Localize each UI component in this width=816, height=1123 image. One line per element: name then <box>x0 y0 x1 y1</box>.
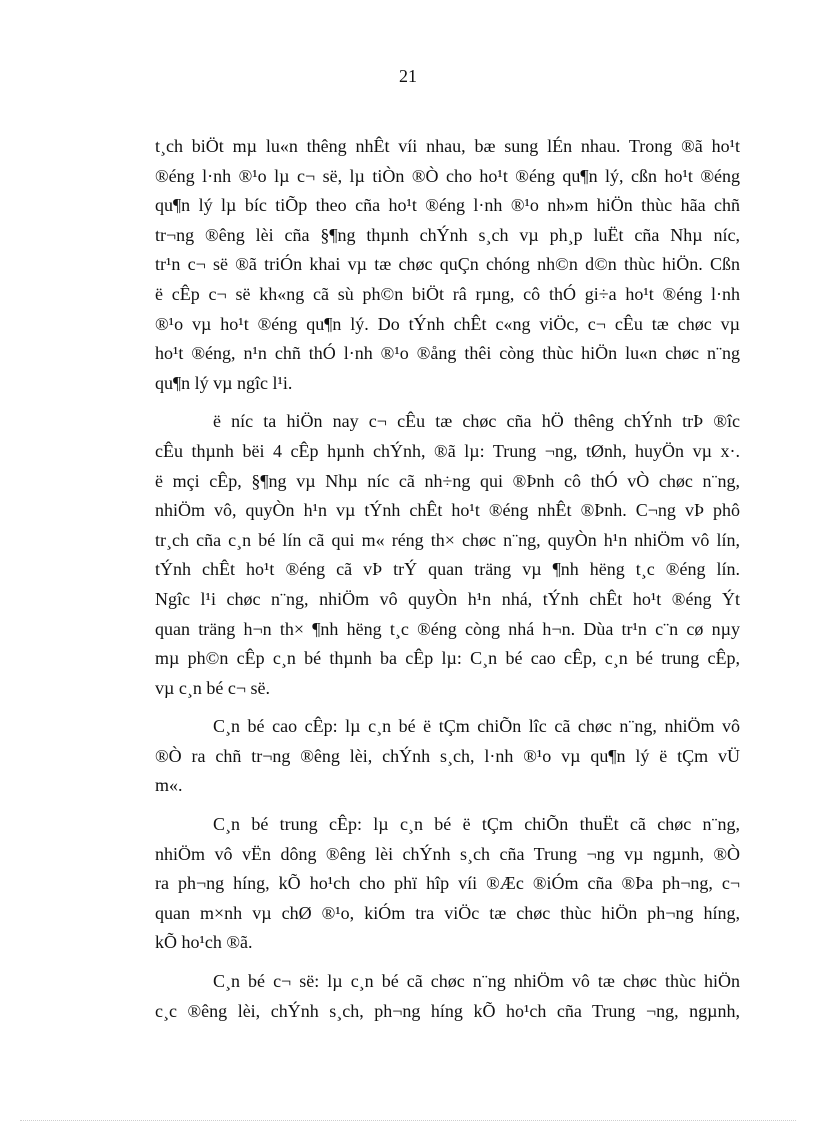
document-body <box>155 132 740 1035</box>
paragraph <box>155 810 740 958</box>
paragraph-line: c¸c ®êng lèi, chÝnh s¸ch, ph¬ng híng kÕ ho¹ch cña Trung ¬ng, ngµnh, <box>155 1000 740 1021</box>
paragraph-line: C¸n bé c¬ së: lµ c¸n bé cã chøc n¨ng nhiÖm vô tæ chøc thùc hiÖn <box>213 971 740 992</box>
paragraph-line: ®Ò ra chñ tr¬ng ®êng lèi, chÝnh s¸ch, l·nh ®¹o vµ qu¶n lý ë tÇm vÜ <box>155 745 740 766</box>
paragraph-line: cÊu thµnh bëi 4 cÊp hµnh chÝnh, ®ã lµ: Trung ¬ng, tØnh, huyÖn vµ x·. <box>155 440 740 461</box>
paragraph-line: qu¶n lý lµ bíc tiÕp theo cña ho¹t ®éng l·nh ®¹o nh»m hiÖn thùc hãa chñ <box>155 195 740 216</box>
paragraph-line: t¸ch biÖt mµ lu«n thêng nhÊt víi nhau, bæ sung lÉn nhau. Trong ®ã ho¹t <box>155 136 740 156</box>
paragraph <box>155 407 740 703</box>
paragraph-line: nhiÖm vô vËn dông ®êng lèi chÝnh s¸ch cña Trung ¬ng vµ ngµnh, ®Ò <box>155 843 740 864</box>
page-bottom-rule <box>20 1120 796 1121</box>
paragraph-line: mµ ph©n cÊp c¸n bé thµnh ba cÊp lµ: C¸n bé cao cÊp, c¸n bé trung cÊp, <box>155 648 740 669</box>
paragraph-line: tr¸ch cña c¸n bé lín cã qui m« réng th× chøc n¨ng, quyÒn h¹n nhiÖm vô lín, <box>155 529 740 550</box>
paragraph-line: ë níc ta hiÖn nay c¬ cÊu tæ chøc cña hÖ thêng chÝnh trÞ ®îc <box>213 411 740 432</box>
paragraph-line: kÕ ho¹ch ®ã. <box>155 932 253 953</box>
paragraph-line: ®¹o vµ ho¹t ®éng qu¶n lý. Do tÝnh chÊt c«ng viÖc, c¬ cÊu tæ chøc vµ <box>155 313 740 334</box>
paragraph-line: quan m×nh vµ chØ ®¹o, kiÓm tra viÖc tæ chøc thùc hiÖn ph¬ng híng, <box>155 902 740 923</box>
paragraph-line: vµ c¸n bé c¬ së. <box>155 677 270 698</box>
paragraph <box>155 967 740 1026</box>
paragraph-line: ra ph¬ng híng, kÕ ho¹ch cho phï hîp víi ®Æc ®iÓm cña ®Þa ph¬ng, c¬ <box>155 873 740 894</box>
paragraph-line: tÝnh chÊt ho¹t ®éng cã vÞ trÝ quan träng vµ ¶nh hëng t¸c ®éng lín. <box>155 559 740 580</box>
paragraph-line: tr¹n c¬ së ®ã triÓn khai vµ tæ chøc quÇn chóng nh©n d©n thùc hiÖn. Cßn <box>155 254 740 275</box>
paragraph-line: ë mçi cÊp, §¶ng vµ Nhµ níc cã nh÷ng qui ®Þnh cô thÓ vÒ chøc n¨ng, <box>155 470 740 491</box>
paragraph-line: quan träng h¬n th× ¶nh hëng t¸c ®éng còng nhá h¬n. Dùa tr¹n c¨n cø nµy <box>155 618 740 639</box>
paragraph-line: C¸n bé trung cÊp: lµ c¸n bé ë tÇm chiÕn thuËt cã chøc n¨ng, <box>213 814 740 835</box>
paragraph-line: C¸n bé cao cÊp: lµ c¸n bé ë tÇm chiÕn lîc cã chøc n¨ng, nhiÖm vô <box>213 716 740 737</box>
paragraph-line: tr¬ng ®êng lèi cña §¶ng thµnh chÝnh s¸ch vµ ph¸p luËt cña Nhµ níc, <box>155 224 740 245</box>
paragraph-line: Ngîc l¹i chøc n¨ng, nhiÖm vô quyÒn h¹n nhá, tÝnh chÊt ho¹t ®éng Ýt <box>155 588 740 609</box>
paragraph <box>155 712 740 801</box>
paragraph-line: ho¹t ®éng, n¹n chñ thÓ l·nh ®¹o ®ång thêi còng thùc hiÖn lu«n chøc n¨ng <box>155 343 740 364</box>
paragraph <box>155 132 740 398</box>
paragraph-line: nhiÖm vô, quyÒn h¹n vµ tÝnh chÊt ho¹t ®éng nhÊt ®Þnh. C¬ng vÞ phô <box>155 500 740 521</box>
paragraph-line: ë cÊp c¬ së kh«ng cã sù ph©n biÖt râ rµng, cô thÓ gi÷a ho¹t ®éng l·nh <box>155 283 740 304</box>
paragraph-line: ®éng l·nh ®¹o lµ c¬ së, lµ tiÒn ®Ò cho ho¹t ®éng qu¶n lý, cßn ho¹t ®éng <box>155 165 740 186</box>
paragraph-line: m«. <box>155 775 183 796</box>
page-number: 21 <box>399 66 417 86</box>
paragraph-line: qu¶n lý vµ ngîc l¹i. <box>155 372 293 393</box>
